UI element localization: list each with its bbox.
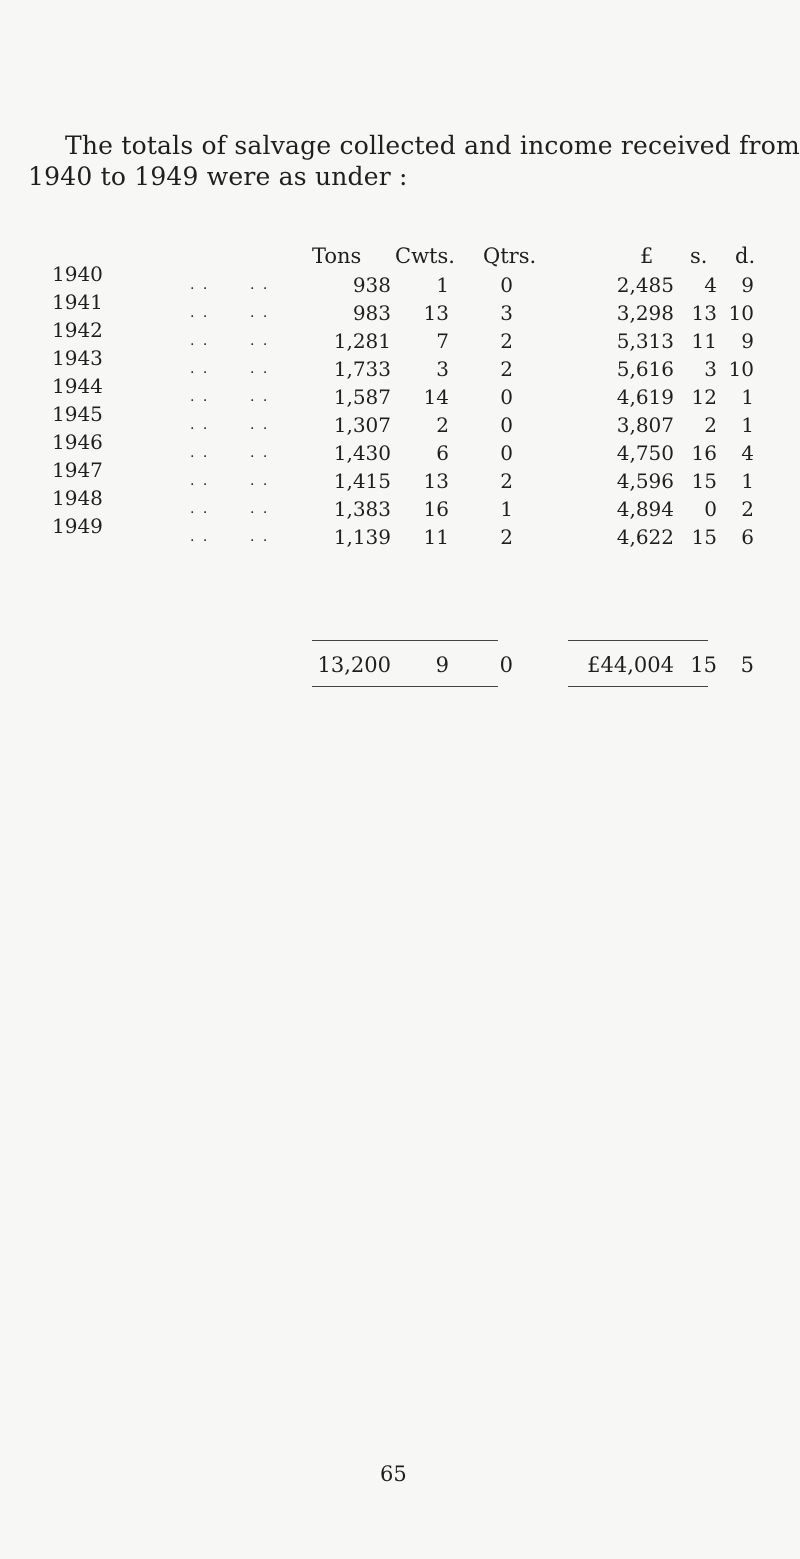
row-leader-dots: . . <box>190 361 210 377</box>
row-cwts: 13 <box>423 469 449 493</box>
total-qtrs: 0 <box>499 653 513 677</box>
page-number: 65 <box>380 1462 407 1486</box>
row-shillings: 11 <box>691 329 717 353</box>
row-qtrs: 2 <box>500 469 513 493</box>
row-pounds: 3,298 <box>616 301 674 325</box>
row-tons: 1,307 <box>333 413 391 437</box>
row-shillings: 13 <box>691 301 717 325</box>
row-leader-dots: . . <box>190 501 210 517</box>
table-row <box>0 430 800 465</box>
row-year: 1942 <box>52 318 103 342</box>
row-shillings: 4 <box>704 273 717 297</box>
row-tons: 1,383 <box>333 497 391 521</box>
total-cwts: 9 <box>435 653 449 677</box>
table-row <box>0 318 800 353</box>
row-year: 1944 <box>52 374 103 398</box>
total-tons: 13,200 <box>317 653 391 677</box>
header-shillings: s. <box>690 244 708 268</box>
row-pence: 1 <box>741 385 754 409</box>
table-row <box>0 346 800 381</box>
row-pounds: 4,622 <box>616 525 674 549</box>
row-shillings: 12 <box>691 385 717 409</box>
row-pence: 1 <box>741 413 754 437</box>
intro-line-1: The totals of salvage collected and income received from <box>65 131 800 160</box>
row-leader-dots: . . <box>250 529 270 545</box>
row-qtrs: 0 <box>500 273 513 297</box>
row-qtrs: 3 <box>500 301 513 325</box>
row-tons: 938 <box>352 273 391 297</box>
total-shillings: 15 <box>690 653 717 677</box>
row-leader-dots: . . <box>250 417 270 433</box>
row-pounds: 4,750 <box>616 441 674 465</box>
totals-row <box>0 653 800 683</box>
row-year: 1941 <box>52 290 103 314</box>
total-pounds: £44,004 <box>587 653 674 677</box>
row-pounds: 4,894 <box>616 497 674 521</box>
row-shillings: 0 <box>704 497 717 521</box>
header-qtrs: Qtrs. <box>483 244 537 268</box>
row-qtrs: 0 <box>500 385 513 409</box>
table-row <box>0 262 800 297</box>
row-tons: 1,587 <box>333 385 391 409</box>
header-pence: d. <box>735 244 756 268</box>
row-leader-dots: . . <box>250 333 270 349</box>
row-qtrs: 0 <box>500 413 513 437</box>
table-row <box>0 290 800 325</box>
row-leader-dots: . . <box>250 445 270 461</box>
row-year: 1947 <box>52 458 103 482</box>
header-pounds: £ <box>640 244 654 268</box>
row-tons: 1,430 <box>333 441 391 465</box>
row-year: 1949 <box>52 514 103 538</box>
table-row <box>0 458 800 493</box>
row-year: 1945 <box>52 402 103 426</box>
row-leader-dots: . . <box>190 333 210 349</box>
row-pounds: 5,313 <box>616 329 674 353</box>
row-leader-dots: . . <box>250 277 270 293</box>
row-year: 1943 <box>52 346 103 370</box>
row-leader-dots: . . <box>190 445 210 461</box>
table-row <box>0 514 800 549</box>
row-pounds: 2,485 <box>616 273 674 297</box>
row-leader-dots: . . <box>250 473 270 489</box>
row-pence: 10 <box>728 301 754 325</box>
row-leader-dots: . . <box>250 501 270 517</box>
row-qtrs: 0 <box>500 441 513 465</box>
row-shillings: 3 <box>704 357 717 381</box>
subtotal-rule-quantities <box>312 640 498 641</box>
row-leader-dots: . . <box>190 277 210 293</box>
row-cwts: 11 <box>423 525 449 549</box>
row-cwts: 14 <box>423 385 449 409</box>
row-tons: 983 <box>352 301 391 325</box>
row-cwts: 3 <box>436 357 449 381</box>
row-pence: 4 <box>741 441 754 465</box>
row-pence: 6 <box>741 525 754 549</box>
row-year: 1946 <box>52 430 103 454</box>
row-pounds: 3,807 <box>616 413 674 437</box>
row-tons: 1,415 <box>333 469 391 493</box>
row-pence: 10 <box>728 357 754 381</box>
row-leader-dots: . . <box>250 305 270 321</box>
row-pence: 9 <box>741 273 754 297</box>
table-row <box>0 486 800 521</box>
row-tons: 1,733 <box>333 357 391 381</box>
total-rule-income <box>568 686 708 687</box>
row-leader-dots: . . <box>190 389 210 405</box>
row-qtrs: 2 <box>500 525 513 549</box>
row-tons: 1,281 <box>333 329 391 353</box>
intro-line-2: 1940 to 1949 were as under : <box>28 162 408 191</box>
total-pence: 5 <box>740 653 754 677</box>
row-leader-dots: . . <box>250 389 270 405</box>
row-cwts: 13 <box>423 301 449 325</box>
row-leader-dots: . . <box>190 473 210 489</box>
row-qtrs: 2 <box>500 357 513 381</box>
row-cwts: 7 <box>436 329 449 353</box>
row-leader-dots: . . <box>190 417 210 433</box>
row-year: 1948 <box>52 486 103 510</box>
row-tons: 1,139 <box>333 525 391 549</box>
subtotal-rule-income <box>568 640 708 641</box>
table-row <box>0 402 800 437</box>
row-shillings: 15 <box>691 525 717 549</box>
row-pence: 1 <box>741 469 754 493</box>
row-qtrs: 1 <box>500 497 513 521</box>
row-year: 1940 <box>52 262 103 286</box>
row-qtrs: 2 <box>500 329 513 353</box>
row-shillings: 15 <box>691 469 717 493</box>
row-leader-dots: . . <box>250 361 270 377</box>
row-pence: 2 <box>741 497 754 521</box>
row-cwts: 16 <box>423 497 449 521</box>
row-pounds: 4,619 <box>616 385 674 409</box>
header-cwts: Cwts. <box>395 244 455 268</box>
row-shillings: 2 <box>704 413 717 437</box>
row-cwts: 2 <box>436 413 449 437</box>
row-shillings: 16 <box>691 441 717 465</box>
row-pounds: 5,616 <box>616 357 674 381</box>
row-cwts: 6 <box>436 441 449 465</box>
table-row <box>0 374 800 409</box>
total-rule-quantities <box>312 686 498 687</box>
row-leader-dots: . . <box>190 305 210 321</box>
row-pence: 9 <box>741 329 754 353</box>
row-pounds: 4,596 <box>616 469 674 493</box>
header-tons: Tons <box>312 244 362 268</box>
row-leader-dots: . . <box>190 529 210 545</box>
row-cwts: 1 <box>436 273 449 297</box>
